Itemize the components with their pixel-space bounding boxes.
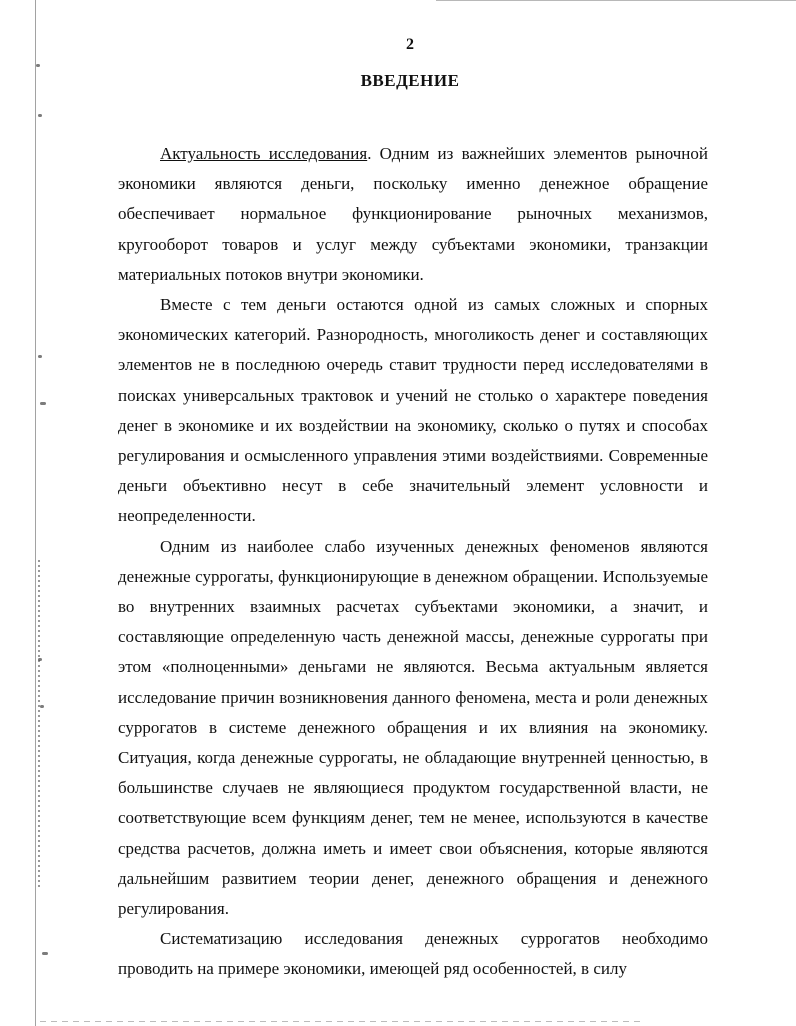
- scan-edge-line: [35, 0, 36, 1026]
- scan-speck: [40, 402, 46, 405]
- page-title: ВВЕДЕНИЕ: [360, 71, 460, 90]
- paragraph-text: . Одним из важнейших элементов рыночной экономики являются деньги, поскольку именно денежное обращение обеспечивает нормальное функционирование рыночных механизмов, кругооборот товаров и услуг между субъектами экономики, транзакции материальных потоков внутри экономики.: [118, 144, 709, 284]
- document-body: [118, 139, 708, 985]
- page-number: 2: [406, 36, 414, 53]
- paragraph: Вместе с тем деньги остаются одной из самых сложных и спорных экономических категорий. Разнородность, многоликость денег и составляющих элементов не в последнюю очередь ставит трудности перед исследователями в поисках универсальных трактовок и учений не столько о характере поведения денег в экономике и их воздействии на экономику, сколько о путях и способах регулирования и осмысленного управления этими воздействиями. Современные деньги объективно несут в себе значительный элемент условности и неопределенности.: [118, 295, 708, 526]
- paragraph-relevance: [118, 139, 708, 290]
- scan-top-line: [436, 0, 796, 1]
- scan-speck: [40, 705, 44, 708]
- scan-speck: [38, 658, 42, 661]
- scan-speck: [36, 64, 40, 67]
- scan-speck: [42, 952, 48, 955]
- scan-speck: [38, 114, 42, 117]
- scan-speck: [38, 355, 42, 358]
- relevance-heading: Актуальность исследования: [160, 144, 368, 163]
- paragraph: Систематизацию исследования денежных суррогатов необходимо проводить на примере экономики, имеющей ряд особенностей, в силу: [118, 929, 708, 979]
- scan-edge-noise: [38, 560, 40, 890]
- paragraph: Одним из наиболее слабо изученных денежных феноменов являются денежные суррогаты, функционирующие в денежном обращении. Используемые во внутренних взаимных расчетах субъектами экономики, а значит, и составляющие определенную часть денежной массы, денежные суррогаты при этом «полноценными» деньгами не являются. Весьма актуальным является исследование причин возникновения данного феномена, места и роли денежных суррогатов в системе денежного обращения и их влияния на экономику. Ситуация, когда денежные суррогаты, не обладающие внутренней ценностью, в большинстве случаев не являющиеся продуктом государственной власти, не соответствующие всем функциям денег, тем не менее, используются в качестве средства расчетов, должна иметь и имеет свои объяснения, которые являются дальнейшим развитием теории денег, денежного обращения и денежного регулирования.: [118, 536, 708, 919]
- scan-bottom-line: [40, 1021, 640, 1022]
